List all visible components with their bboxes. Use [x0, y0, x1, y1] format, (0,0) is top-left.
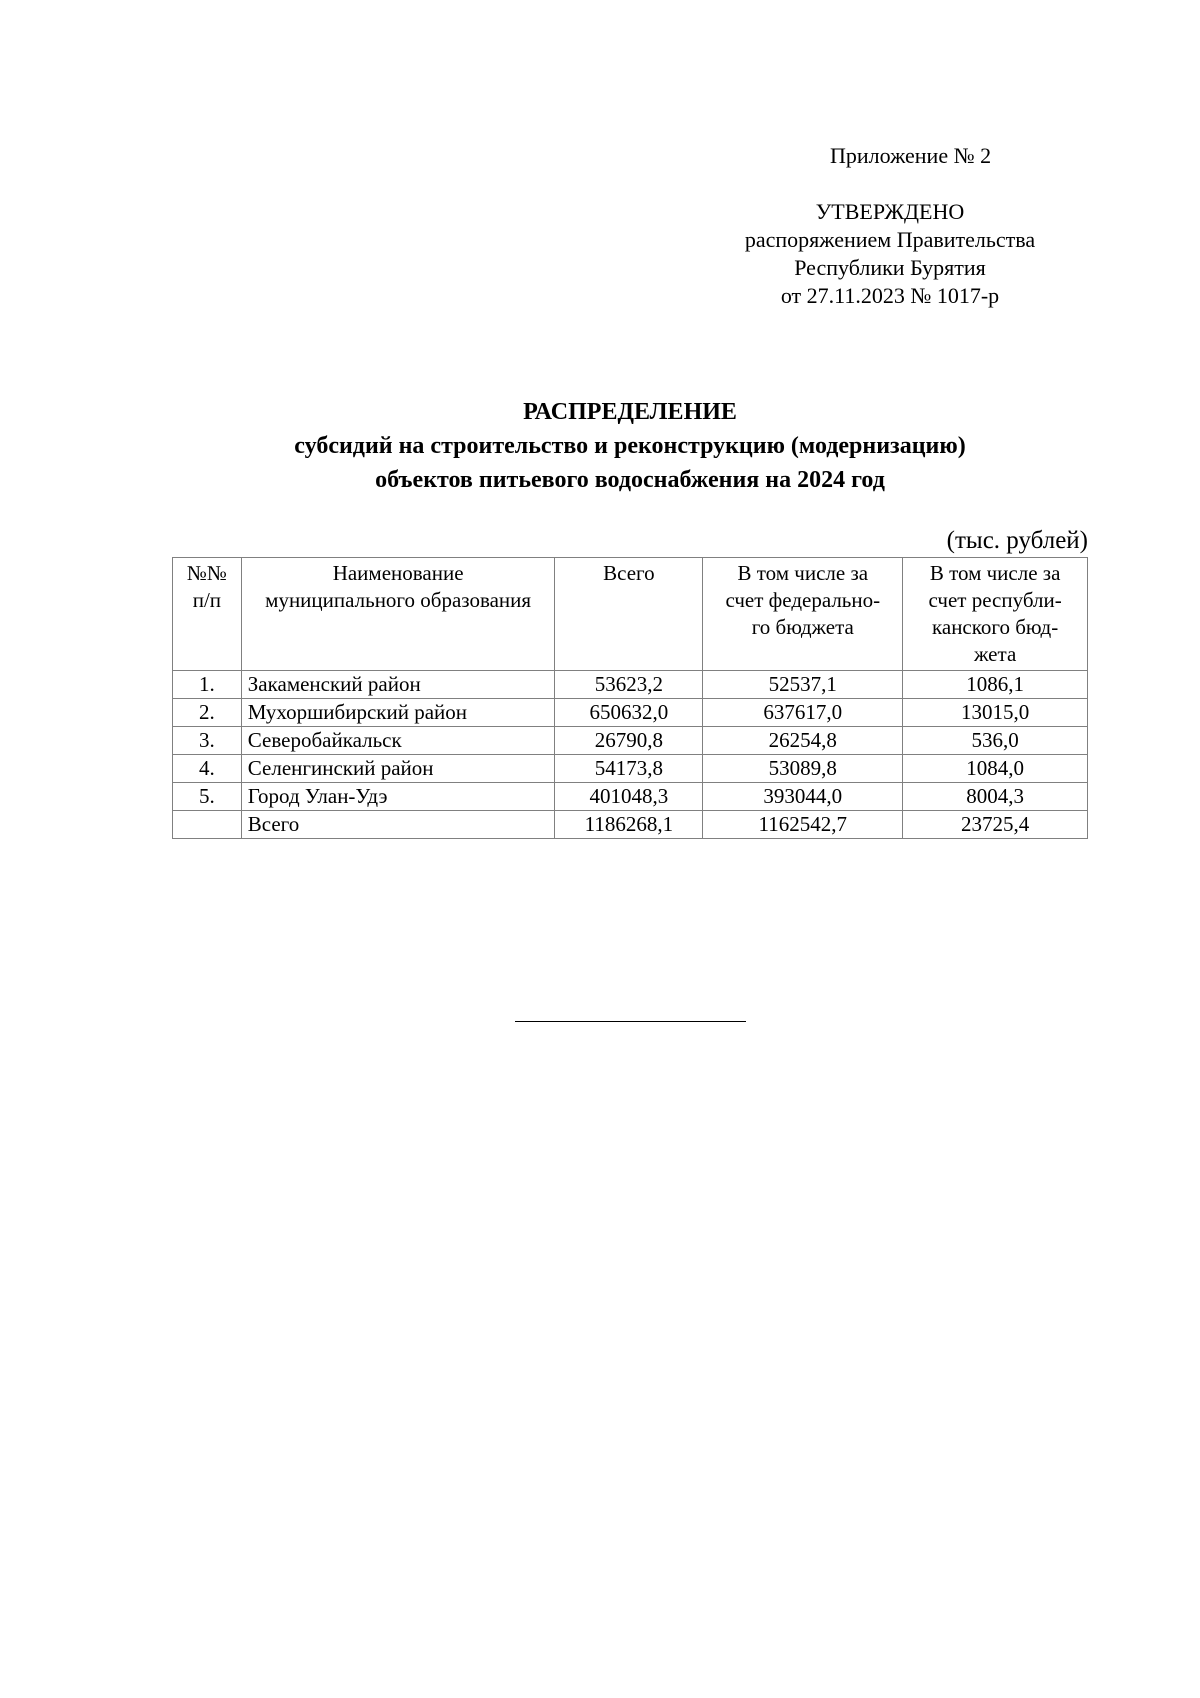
row-number: 3. — [173, 727, 242, 755]
municipality-name: Мухоршибирский район — [241, 699, 555, 727]
row-number — [173, 811, 242, 839]
header-republic-line: канского бюд- — [931, 615, 1059, 639]
republic-value: 1084,0 — [903, 755, 1088, 783]
row-number: 1. — [173, 671, 242, 699]
grand-republic-value: 23725,4 — [903, 811, 1088, 839]
header-name-line: Наименование — [332, 561, 464, 585]
unit-label: (тыс. рублей) — [946, 527, 1088, 554]
municipality-name: Северобайкальск — [241, 727, 555, 755]
republic-value: 536,0 — [903, 727, 1088, 755]
header-federal-line: В том числе за — [737, 561, 869, 585]
header-total — [555, 558, 703, 671]
approval-stamp — [680, 198, 1100, 310]
total-value: 53623,2 — [555, 671, 703, 699]
closing-divider — [515, 1021, 746, 1022]
header-federal-line: счет федерально- — [725, 588, 881, 612]
table-row — [173, 699, 1088, 727]
total-value: 401048,3 — [555, 783, 703, 811]
municipality-name: Селенгинский район — [241, 755, 555, 783]
row-number: 5. — [173, 783, 242, 811]
federal-value: 53089,8 — [703, 755, 903, 783]
header-federal — [703, 558, 903, 671]
grand-total-value: 1186268,1 — [555, 811, 703, 839]
approved-government-line: Республики Бурятия — [794, 255, 986, 280]
approved-label: УТВЕРЖДЕНО — [815, 199, 965, 224]
title-line-1: субсидий на строительство и реконструкцию (модернизацию) — [294, 433, 966, 459]
header-republic — [903, 558, 1088, 671]
title-heading: РАСПРЕДЕЛЕНИЕ — [523, 399, 737, 425]
total-label: Всего — [241, 811, 555, 839]
table-row — [173, 755, 1088, 783]
republic-value: 13015,0 — [903, 699, 1088, 727]
municipality-name: Город Улан-Удэ — [241, 783, 555, 811]
federal-value: 26254,8 — [703, 727, 903, 755]
header-name — [241, 558, 555, 671]
document-title — [170, 395, 1090, 497]
republic-value: 1086,1 — [903, 671, 1088, 699]
appendix-number: Приложение № 2 — [830, 143, 992, 168]
table-header-row — [173, 558, 1088, 671]
table-row — [173, 727, 1088, 755]
federal-value: 637617,0 — [703, 699, 903, 727]
header-name-line: муниципального образования — [265, 588, 532, 612]
title-line-2: объектов питьевого водоснабжения на 2024 год — [375, 467, 885, 493]
table-row — [173, 671, 1088, 699]
approved-date-line: от 27.11.2023 № 1017-р — [780, 283, 1000, 308]
total-value: 650632,0 — [555, 699, 703, 727]
allocation-table — [172, 557, 1088, 839]
header-republic-line: жета — [973, 642, 1017, 666]
federal-value: 52537,1 — [703, 671, 903, 699]
header-no-line: п/п — [192, 588, 222, 612]
header-no-line: №№ — [186, 561, 227, 585]
header-no — [173, 558, 242, 671]
grand-federal-value: 1162542,7 — [703, 811, 903, 839]
header-republic-line: В том числе за — [929, 561, 1061, 585]
header-federal-line: го бюджета — [751, 615, 854, 639]
republic-value: 8004,3 — [903, 783, 1088, 811]
federal-value: 393044,0 — [703, 783, 903, 811]
header-republic-line: счет республи- — [928, 588, 1062, 612]
table-row — [173, 783, 1088, 811]
total-value: 26790,8 — [555, 727, 703, 755]
table-total-row — [173, 811, 1088, 839]
total-value: 54173,8 — [555, 755, 703, 783]
row-number: 4. — [173, 755, 242, 783]
header-total-line: Всего — [603, 561, 655, 585]
row-number: 2. — [173, 699, 242, 727]
approved-by-line: распоряжением Правительства — [744, 227, 1036, 252]
municipality-name: Закаменский район — [241, 671, 555, 699]
